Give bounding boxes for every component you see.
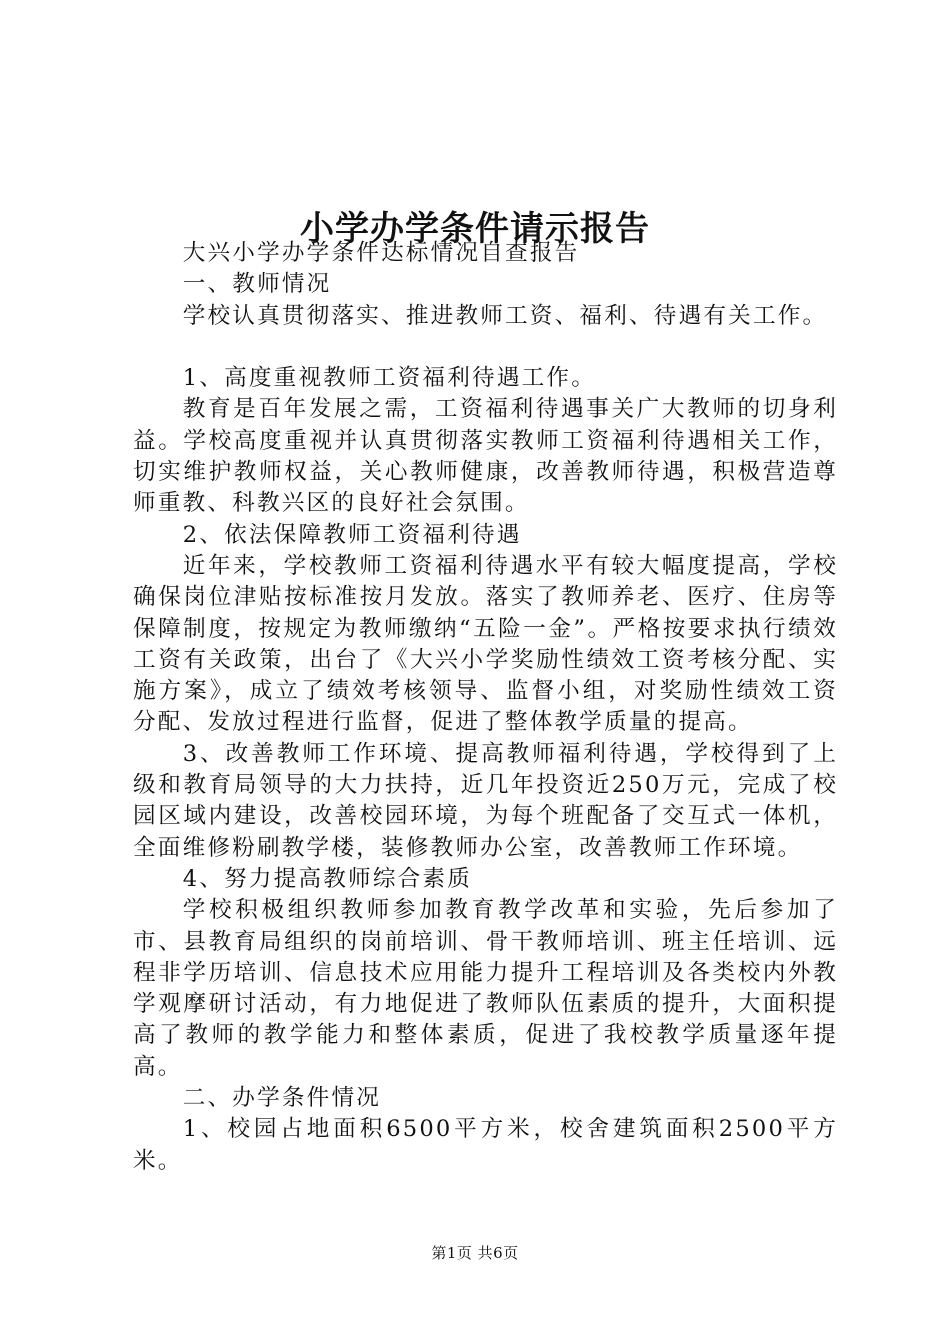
paragraph-intro: 学校认真贯彻落实、推进教师工资、福利、待遇有关工作。	[182, 302, 828, 329]
document-title: 小学办学条件请示报告	[300, 208, 650, 249]
section-heading-conditions: 二、办学条件情况	[182, 1085, 382, 1112]
item-heading-1: 1、高度重视教师工资福利待遇工作。	[182, 365, 596, 392]
item-heading-2: 2、依法保障教师工资福利待遇	[182, 521, 522, 548]
page-footer: 第1页 共6页	[431, 1244, 519, 1262]
paragraph-item-3: 3、改善教师工作环境、提高教师福利待遇，学校得到了上级和教育局领导的大力扶持，近几年投资近250万元，完成了校园区域内建设，改善校园环境，为每个班配备了交互式一体机，全面维修粉刷教学楼，装修教师办公室，改善教师工作环境。	[133, 740, 838, 861]
blank-line	[133, 332, 838, 363]
document-body	[133, 238, 838, 1177]
paragraph-conditions-1: 1、校园占地面积6500平方米，校舍建筑面积2500平方米。	[133, 1116, 838, 1174]
paragraph-item-4: 学校积极组织教师参加教育教学改革和实验，先后参加了市、县教育局组织的岗前培训、骨干教师培训、班主任培训、远程非学历培训、信息技术应用能力提升工程培训及各类校内外教学观摩研讨活动，有力地促进了教师队伍素质的提升，大面积提高了教师的教学能力和整体素质，促进了我校教学质量逐年提高。	[133, 897, 838, 1080]
item-heading-4: 4、努力提高教师综合素质	[182, 865, 473, 892]
paragraph-subtitle: 大兴小学办学条件达标情况自查报告	[182, 240, 580, 266]
paragraph-item-2: 近年来，学校教师工资福利待遇水平有较大幅度提高，学校确保岗位津贴按标准按月发放。落实了教师养老、医疗、住房等保障制度，按规定为教师缴纳“五险一金”。严格按要求执行绩效工资有关政策，出台了《大兴小学奖励性绩效工资考核分配、实施方案》，成立了绩效考核领导、监督小组，对奖励性绩效工资分配、发放过程进行监督，促进了整体教学质量的提高。	[133, 552, 838, 736]
section-heading-teachers: 一、教师情况	[182, 271, 332, 298]
paragraph-item-1: 教育是百年发展之需，工资福利待遇事关广大教师的切身利益。学校高度重视并认真贯彻落实教师工资福利待遇相关工作，切实维护教师权益，关心教师健康，改善教师待遇，积极营造尊师重教、科教兴区的良好社会氛围。	[133, 396, 838, 517]
